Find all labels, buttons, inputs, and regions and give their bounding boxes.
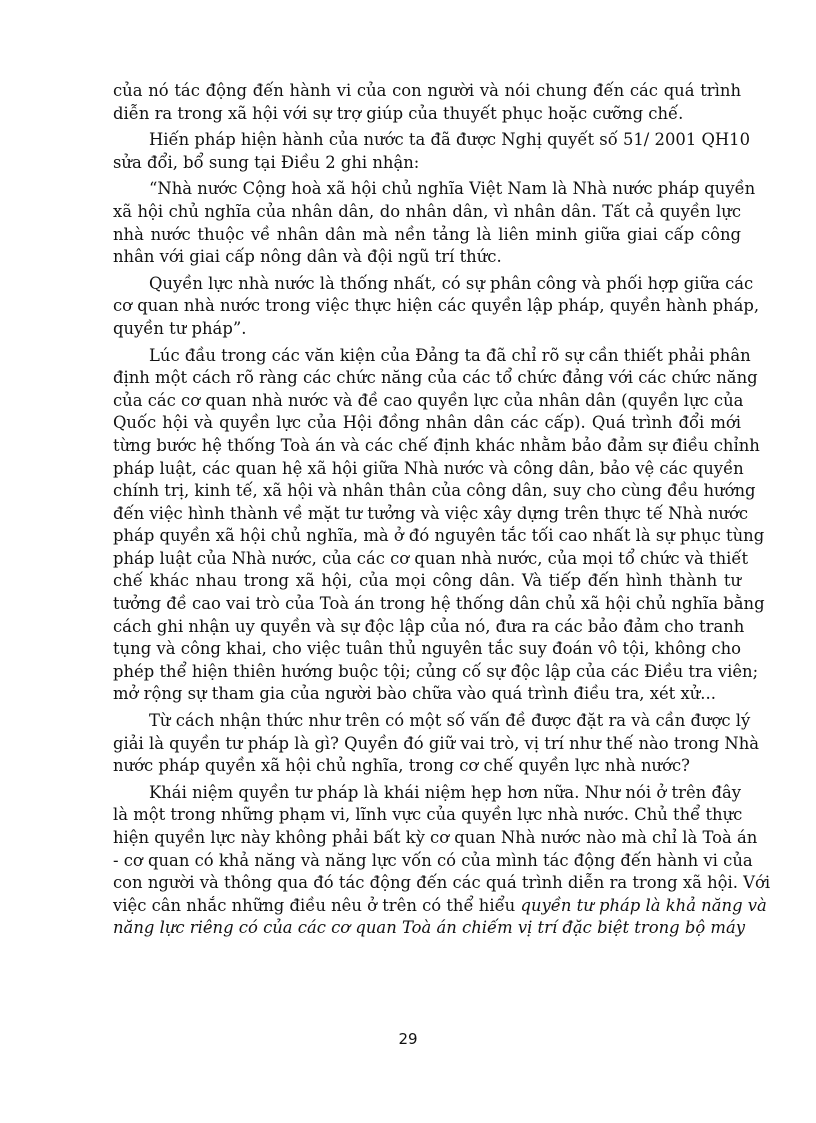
text-line: Hiến pháp hiện hành của nước ta đã được Nghị quyết số 51/ 2001 QH10 [149, 130, 751, 150]
text-line: cách ghi nhận uy quyền và sự độc lập của nó, đưa ra các bảo đảm cho tranh [113, 616, 745, 636]
text-line: giải là quyền tư pháp là gì? Quyền đó giữ vai trò, vị trí như thế nào trong Nhà [113, 733, 760, 753]
text-line: “Nhà nước Cộng hoà xã hội chủ nghĩa Việt Nam là Nhà nước pháp quyền [149, 179, 756, 199]
text-line: mở rộng sự tham gia của người bào chữa vào quá trình điều tra, xét xử... [113, 684, 716, 704]
text-line: định một cách rõ ràng các chức năng của các tổ chức đảng với các chức năng [113, 368, 758, 388]
text-line [113, 895, 767, 918]
text-segment: việc cân nhắc những điều nêu ở trên có thể hiểu [113, 895, 516, 915]
italic-definition: quyền tư pháp là khả năng và [520, 895, 767, 915]
text-line: tưởng đề cao vai trò của Toà án trong hệ thống dân chủ xã hội chủ nghĩa bằng [113, 594, 765, 614]
text-line: từng bước hệ thống Toà án và các chế định khác nhằm bảo đảm sự điều chỉnh [113, 435, 760, 455]
text-line: là một trong những phạm vi, lĩnh vực của quyền lực nhà nước. Chủ thể thực [113, 805, 743, 825]
text-line: Quốc hội và quyền lực của Hội đồng nhân dân các cấp). Quá trình đổi mới [113, 413, 741, 433]
text-line: xã hội chủ nghĩa của nhân dân, do nhân dân, vì nhân dân. Tất cả quyền lực [113, 201, 741, 221]
text-line: tụng và công khai, cho việc tuân thủ nguyên tắc suy đoán vô tội, không cho [113, 639, 741, 659]
document-body [113, 80, 771, 940]
text-line: pháp luật của Nhà nước, của các cơ quan nhà nước, của mọi tổ chức và thiết [113, 548, 749, 568]
text-line: hiện quyền lực này không phải bất kỳ cơ quan Nhà nước nào mà chỉ là Toà án [113, 828, 758, 847]
text-line [113, 917, 745, 940]
text-line: pháp luật, các quan hệ xã hội giữa Nhà nước và công dân, bảo vệ các quyền [113, 458, 744, 478]
text-line: nhà nước thuộc về nhân dân mà nền tảng là liên minh giữa giai cấp công [113, 224, 741, 244]
text-line: - cơ quan có khả năng và năng lực vốn có của mình tác động đến hành vi của [113, 850, 753, 870]
text-line: nhân với giai cấp nông dân và đội ngũ trí thức. [113, 247, 502, 267]
text-line: Lúc đầu trong các văn kiện của Đảng ta đã chỉ rõ sự cần thiết phải phân [149, 345, 751, 365]
text-line: chế khác nhau trong xã hội, của mọi công dân. Và tiếp đến hình thành tư [113, 571, 741, 591]
text-line: đến việc hình thành về mặt tư tưởng và việc xây dựng trên thực tế Nhà nước [113, 503, 749, 523]
page-number: 29 [398, 1030, 418, 1048]
text-line: Quyền lực nhà nước là thống nhất, có sự phân công và phối hợp giữa các [149, 273, 754, 293]
text-line: diễn ra trong xã hội với sự trợ giúp của thuyết phục hoặc cưỡng chế. [113, 103, 684, 123]
text-line: Khái niệm quyền tư pháp là khái niệm hẹp hơn nữa. Như nói ở trên đây [149, 782, 741, 802]
text-line: con người và thông qua đó tác động đến các quá trình diễn ra trong xã hội. Với [113, 873, 771, 893]
text-line: pháp quyền xã hội chủ nghĩa, mà ở đó nguyên tắc tối cao nhất là sự phục tùng [113, 526, 765, 546]
text-line: của các cơ quan nhà nước và đề cao quyền lực của nhân dân (quyền lực của [113, 390, 744, 410]
text-line: chính trị, kinh tế, xã hội và nhân thân của công dân, suy cho cùng đều hướng [113, 481, 756, 501]
text-line: nước pháp quyền xã hội chủ nghĩa, trong cơ chế quyền lực nhà nước? [113, 756, 690, 776]
italic-definition: năng lực riêng có của các cơ quan Toà án chiếm vị trí đặc biệt trong bộ máy [113, 918, 745, 938]
text-line: Từ cách nhận thức như trên có một số vấn đề được đặt ra và cần được lý [149, 711, 751, 731]
text-line: sửa đổi, bổ sung tại Điều 2 ghi nhận: [113, 152, 420, 172]
text-line: của nó tác động đến hành vi của con người và nói chung đến các quá trình [113, 81, 741, 100]
text-line: cơ quan nhà nước trong việc thực hiện các quyền lập pháp, quyền hành pháp, [113, 296, 760, 316]
text-line: phép thể hiện thiên hướng buộc tội; củng cố sự độc lập của các Điều tra viên; [113, 661, 759, 681]
text-line: quyền tư pháp”. [113, 318, 247, 338]
